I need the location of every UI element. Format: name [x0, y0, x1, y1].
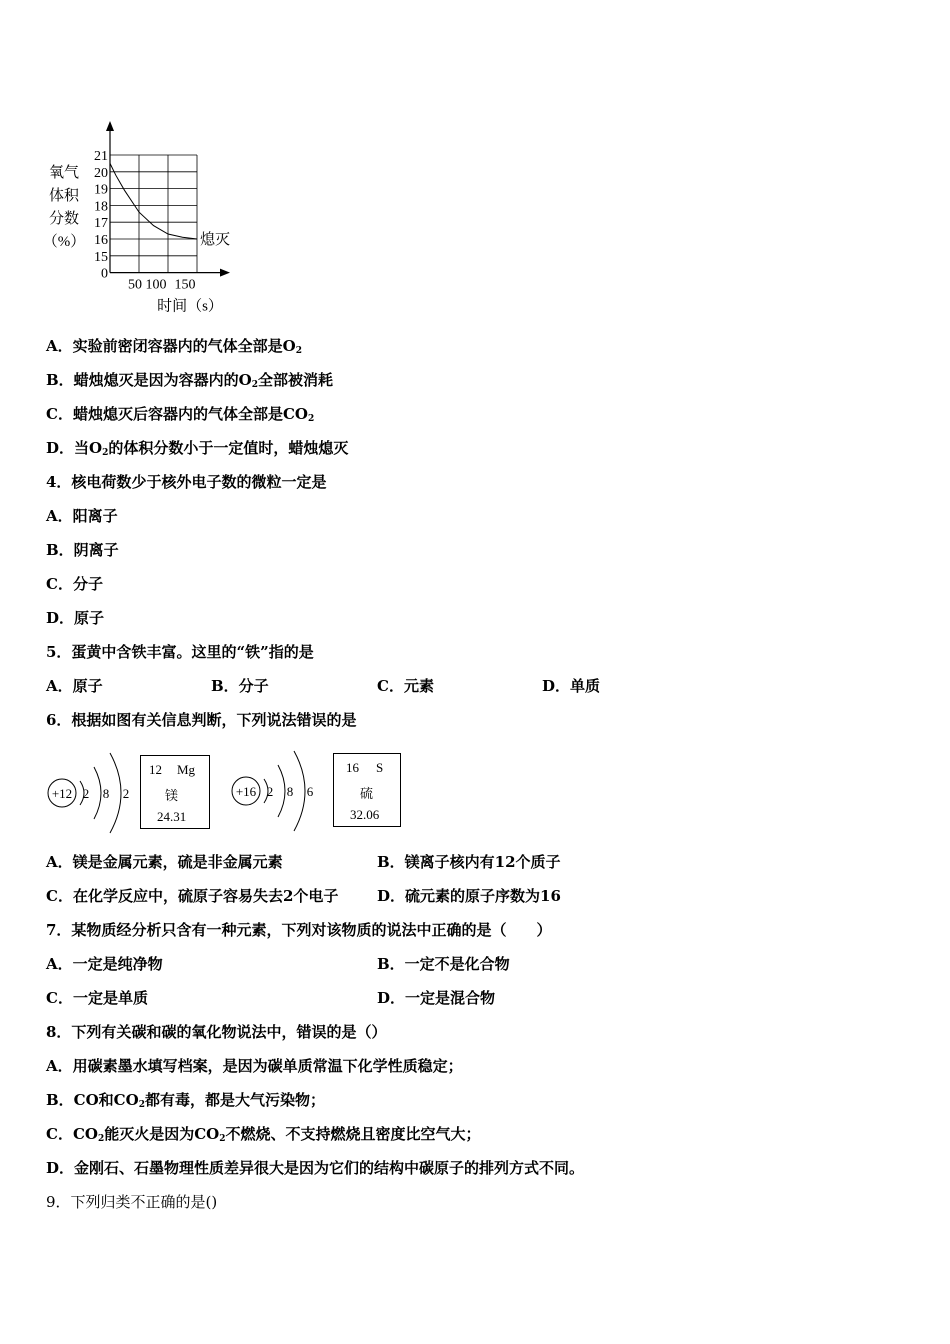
q6-option-c: C．在化学反应中，硫原子容易失去2个电子	[46, 887, 339, 905]
oxygen-chart	[40, 115, 250, 320]
x-tick-label: 100	[145, 277, 167, 293]
s-shell-2: 8	[286, 784, 294, 799]
y-axis-label-line: 体积	[48, 188, 80, 204]
extinguish-annotation: 熄灭	[200, 232, 231, 248]
mg-shell-3: 2	[122, 786, 130, 801]
q7-stem: 7．某物质经分析只含有一种元素，下列对该物质的说法中正确的是（ ）	[46, 921, 552, 939]
q5-option-a: A．原子	[46, 677, 103, 695]
q4-option-b: B．阴离子	[46, 541, 119, 559]
mg-shell-1: 2	[82, 786, 90, 801]
y-axis-label-line: 氧气	[48, 165, 80, 181]
mg-atom-diagram	[44, 745, 140, 840]
q4-option-c: C．分子	[46, 575, 103, 593]
y-axis-arrow	[106, 121, 114, 131]
s-symbol: S	[376, 760, 384, 775]
q6-option-b: B．镁离子核内有12个质子	[377, 853, 561, 871]
q6-option-d: D．硫元素的原子序数为16	[377, 887, 561, 905]
y-tick-label: 16	[94, 233, 108, 248]
s-element-card	[333, 753, 401, 827]
mg-nucleus: +12	[51, 786, 73, 801]
s-mass: 32.06	[350, 807, 380, 822]
s-atomic-number: 16	[346, 760, 359, 775]
q6-option-a: A．镁是金属元素，硫是非金属元素	[46, 853, 283, 871]
y-axis-label-line: （%）	[42, 234, 86, 250]
mg-mass: 24.31	[157, 809, 187, 824]
q5-option-d: D．单质	[542, 677, 601, 695]
mg-name: 镁	[165, 789, 179, 804]
q4-option-d: D．原子	[46, 609, 105, 627]
y-tick-label: 15	[94, 249, 108, 265]
q8-stem: 8．下列有关碳和碳的氧化物说法中，错误的是（）	[46, 1023, 387, 1041]
y-tick-label: 17	[94, 216, 108, 232]
q7-option-a: A．一定是纯净物	[46, 955, 163, 973]
oxygen-series-line	[110, 163, 197, 239]
q3-option-d: D．当$O_2$的体积分数小于一定值时，蜡烛熄灭	[46, 439, 349, 458]
s-shell-3: 6	[306, 784, 314, 799]
s-atom-diagram	[228, 745, 324, 840]
q8-option-c: C．$CO_2$能灭火是因为$CO_2$不燃烧、不支持燃烧且密度比空气大；	[46, 1125, 481, 1144]
s-name: 硫	[360, 787, 374, 802]
q8-option-a: A．用碳素墨水填写档案，是因为碳单质常温下化学性质稳定；	[46, 1057, 463, 1075]
q3-option-a: A．实验前密闭容器内的气体全部是$O_2$	[46, 337, 302, 356]
y-tick-label: 19	[94, 182, 108, 198]
q4-stem: 4．核电荷数少于核外电子数的微粒一定是	[46, 473, 327, 491]
y-tick-label: 18	[94, 199, 108, 215]
q7-option-c: C．一定是单质	[46, 989, 148, 1007]
mg-shell-2: 8	[102, 786, 110, 801]
q3-option-b: B．蜡烛熄灭是因为容器内的$O_2$全部被消耗	[46, 371, 334, 390]
x-tick-label: 150	[174, 277, 196, 293]
q6-stem: 6．根据如图有关信息判断，下列说法错误的是	[46, 711, 357, 729]
q4-option-a: A．阳离子	[46, 507, 118, 525]
q5-option-c: C．元素	[377, 677, 434, 695]
mg-symbol: Mg	[177, 762, 196, 777]
q7-option-d: D．一定是混合物	[377, 989, 496, 1007]
q5-stem: 5．蛋黄中含铁丰富。这里的“铁”指的是	[46, 643, 314, 661]
x-tick-label: 50	[128, 277, 142, 293]
q9-stem: 9．下列归类不正确的是()	[46, 1193, 218, 1211]
y-tick-label: 20	[94, 165, 108, 181]
x-axis-label: 时间（s）	[157, 298, 223, 315]
y-tick-label: 0	[101, 266, 108, 282]
s-shell-1: 2	[266, 784, 274, 799]
y-tick-label: 21	[94, 149, 108, 164]
y-axis-label-line: 分数	[48, 211, 80, 227]
q8-option-d: D．金刚石、石墨物理性质差异很大是因为它们的结构中碳原子的排列方式不同。	[46, 1159, 585, 1177]
x-axis-arrow	[220, 269, 230, 277]
s-nucleus: +16	[235, 784, 257, 799]
q8-option-b: B．CO和$CO_2$都有毒，都是大气污染物；	[46, 1091, 325, 1110]
mg-atomic-number: 12	[149, 762, 162, 777]
q5-option-b: B．分子	[211, 677, 269, 695]
q3-option-c: C．蜡烛熄灭后容器内的气体全部是$CO_2$	[46, 405, 315, 424]
q7-option-b: B．一定不是化合物	[377, 955, 510, 973]
mg-element-card	[140, 755, 210, 829]
